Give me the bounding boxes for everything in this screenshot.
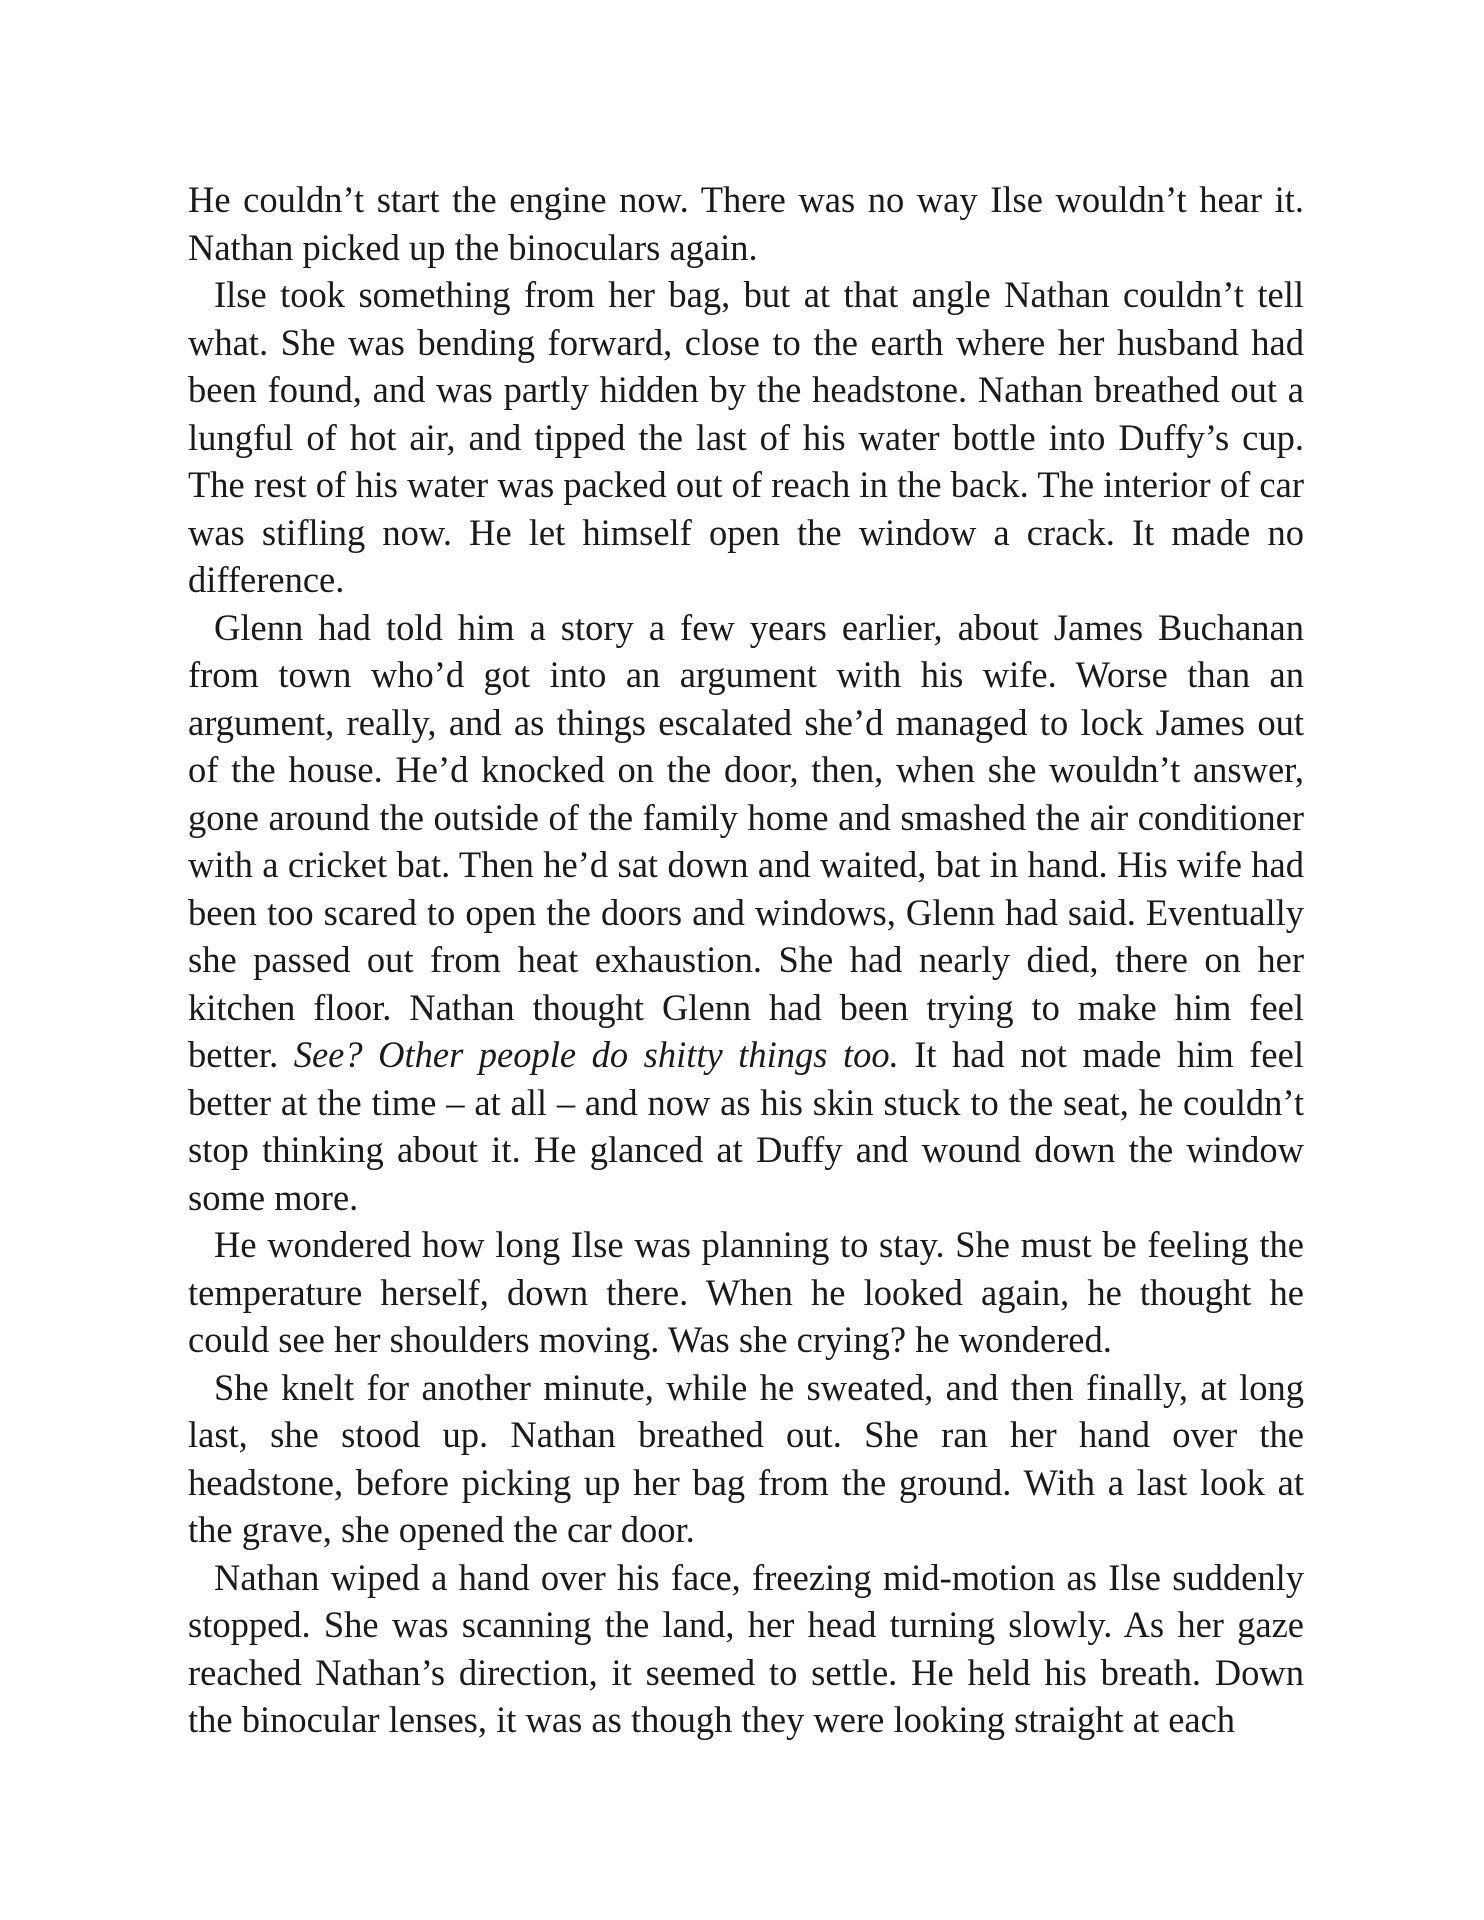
paragraph-3 (188, 604, 1304, 1222)
paragraph-3-italic-phrase: See? Other people do shitty things too. (293, 1034, 899, 1075)
paragraph-3-text-before: Glenn had told him a story a few years earlier, about James Buchanan from town who’d got into an argument with his wife. Worse than an argument, really, and as things escalated she’d managed to lock James out of the house. He’d knocked on the door, then, when she wouldn’t answer, gone around the outside of the family home and smashed the air conditioner with a cricket bat. Then he’d sat down and waited, bat in hand. His wife had been too scared to open the doors and windows, Glenn had said. Eventually she passed out from heat exhaustion. She had nearly died, there on her kitchen floor. Nathan thought Glenn had been trying to make him feel better. (188, 606, 1304, 1075)
paragraph-1: He couldn’t start the engine now. There was no way Ilse wouldn’t hear it. Nathan picked up the binoculars again. (188, 179, 1304, 268)
body-text (188, 176, 1304, 1744)
paragraph-6: Nathan wiped a hand over his face, freezing mid-motion as Ilse suddenly stopped. She was scanning the land, her head turning slowly. As her gaze reached Nathan’s direction, it seemed to settle. He held his breath. Down the binocular lenses, it was as though they were looking straight at each (188, 1556, 1304, 1740)
paragraph-5: She knelt for another minute, while he sweated, and then finally, at long last, she stood up. Nathan breathed out. She ran her hand over the headstone, before picking up her bag from the ground. With a last look at the grave, she opened the car door. (188, 1366, 1304, 1550)
paragraph-3-text-after: It had not made him feel better at the time – at all – and now as his skin stuck to the seat, he couldn’t stop thinking about it. He glanced at Duffy and wound down the window some more. (188, 1034, 1304, 1218)
paragraph-4: He wondered how long Ilse was planning to stay. She must be feeling the temperature herself, down there. When he looked again, he thought he could see her shoulders moving. Was she crying? he wondered. (188, 1224, 1304, 1360)
paragraph-2: Ilse took something from her bag, but at that angle Nathan couldn’t tell what. She was bending forward, close to the earth where her husband had been found, and was partly hidden by the headstone. Nathan breathed out a lungful of hot air, and tipped the last of his water bottle into Duffy’s cup. The rest of his water was packed out of reach in the back. The interior of car was stifling now. He let himself open the window a crack. It made no difference. (188, 274, 1304, 600)
